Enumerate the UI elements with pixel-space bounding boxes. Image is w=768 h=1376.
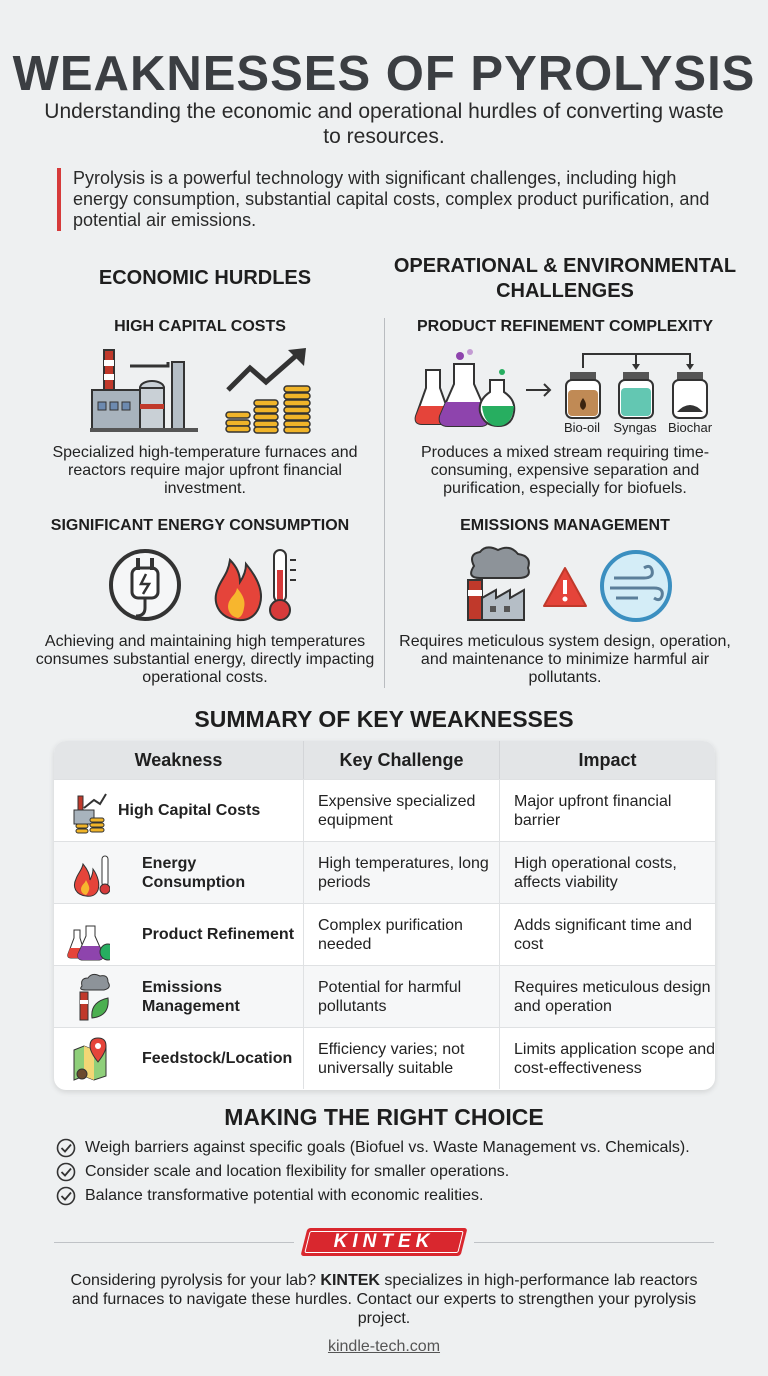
table-header <box>54 741 715 779</box>
operational-heading: OPERATIONAL & ENVIRONMENTAL CHALLENGES <box>393 255 737 302</box>
economic-heading: ECONOMIC HURDLES <box>98 267 312 289</box>
product-jars-icon <box>560 348 710 420</box>
table-row <box>54 965 715 1027</box>
weakness-name: Product Refinement <box>142 926 295 943</box>
list-item <box>56 1138 690 1158</box>
smokestack-leaf-icon <box>54 966 110 1028</box>
page-subtitle: Understanding the economic and operational hurdles of converting waste to resources. <box>44 100 724 148</box>
refinement-title: PRODUCT REFINEMENT COMPLEXITY <box>416 318 713 335</box>
product-labels <box>556 420 716 436</box>
flasks-icon <box>414 348 518 428</box>
column-header-challenge: Key Challenge <box>304 741 500 779</box>
challenge-cell: High temperatures, long periods <box>304 842 500 903</box>
page-title: WEAKNESSES OF PYROLYSIS <box>12 47 756 101</box>
energy-title: SIGNIFICANT ENERGY CONSUMPTION <box>50 517 350 534</box>
refinement-desc: Produces a mixed stream requiring time-consuming, expensive separation and purification, especially for biofuels. <box>420 444 710 497</box>
choice-heading: MAKING THE RIGHT CHOICE <box>224 1104 544 1130</box>
flame-thermometer-icon <box>54 842 110 904</box>
map-pin-icon <box>54 1028 110 1090</box>
weakness-name: Feedstock/Location <box>142 1050 293 1067</box>
product-label-bio-oil: Bio-oil <box>563 420 601 435</box>
footer-text <box>70 1271 698 1328</box>
energy-desc: Achieving and maintaining high temperatures consumes substantial energy, directly impacting operational costs. <box>35 633 375 686</box>
challenge-cell: Efficiency varies; not universally suitable <box>304 1028 500 1089</box>
check-circle-icon <box>56 1138 76 1158</box>
footer-text-rest: specializes in high-performance lab reactors and furnaces to navigate these hurdles. Contact our experts to strengthen your pyrolysis project. <box>71 1272 698 1327</box>
impact-cell: Limits application scope and cost-effectiveness <box>514 1040 715 1077</box>
check-circle-icon <box>56 1162 76 1182</box>
emissions-desc: Requires meticulous system design, operation, and maintenance to minimize harmful air pollutants. <box>399 633 731 686</box>
column-divider <box>384 318 385 688</box>
choice-item-text: Balance transformative potential with economic realities. <box>85 1187 484 1204</box>
arrow-right-icon <box>524 380 554 400</box>
flame-thermometer-icon <box>210 546 300 624</box>
impact-cell: Requires meticulous design and operation <box>514 978 711 1015</box>
product-label-biochar: Biochar <box>667 420 713 435</box>
impact-cell: Major upfront financial barrier <box>514 792 672 829</box>
power-plug-icon <box>106 546 184 624</box>
weakness-name: High Capital Costs <box>118 802 261 819</box>
warning-icon <box>542 566 588 608</box>
impact-cell: High operational costs, affects viability <box>514 854 677 891</box>
check-circle-icon <box>56 1186 76 1206</box>
choice-item-text: Consider scale and location flexibility for smaller operations. <box>85 1163 510 1180</box>
column-header-weakness: Weakness <box>54 741 304 779</box>
weakness-name: Energy Consumption <box>142 854 246 891</box>
table-row <box>54 779 715 841</box>
footer-text-lead: Considering pyrolysis for your lab? <box>70 1272 321 1289</box>
factory-coins-icon <box>54 780 110 842</box>
table-row <box>54 1027 715 1089</box>
footer-brand-name: KINTEK <box>320 1272 380 1289</box>
air-flow-icon <box>598 548 674 624</box>
impact-cell: Adds significant time and cost <box>514 916 692 953</box>
table-row <box>54 841 715 903</box>
list-item <box>56 1162 509 1182</box>
table-row <box>54 903 715 965</box>
emissions-title: EMISSIONS MANAGEMENT <box>460 517 670 534</box>
website-link[interactable]: kindle-tech.com <box>327 1338 441 1355</box>
divider-right <box>474 1242 714 1243</box>
divider-left <box>54 1242 294 1243</box>
coins-growth-icon <box>222 346 317 434</box>
flasks-icon <box>54 904 110 966</box>
intro-callout: Pyrolysis is a powerful technology with significant challenges, including high energy consumption, substantial capital costs, complex product purification, and potential air emissions. <box>57 168 717 231</box>
capital-costs-title: HIGH CAPITAL COSTS <box>114 318 286 335</box>
summary-table <box>54 741 715 1090</box>
summary-heading: SUMMARY OF KEY WEAKNESSES <box>194 706 574 732</box>
weakness-name: Emissions Management <box>142 978 240 1015</box>
factory-icon <box>90 346 200 434</box>
list-item <box>56 1186 483 1206</box>
column-header-impact: Impact <box>578 750 637 770</box>
choice-item-text: Weigh barriers against specific goals (Biofuel vs. Waste Management vs. Chemicals). <box>85 1139 690 1156</box>
smokestack-icon <box>458 546 534 624</box>
product-label-syngas: Syngas <box>613 420 657 435</box>
brand-logo-text: KINTEK <box>333 1231 435 1252</box>
challenge-cell: Potential for harmful pollutants <box>304 966 500 1027</box>
challenge-cell: Complex purification needed <box>304 904 500 965</box>
capital-costs-desc: Specialized high-temperature furnaces and reactors require major upfront financial investment. <box>52 444 358 497</box>
challenge-cell: Expensive specialized equipment <box>304 780 500 841</box>
